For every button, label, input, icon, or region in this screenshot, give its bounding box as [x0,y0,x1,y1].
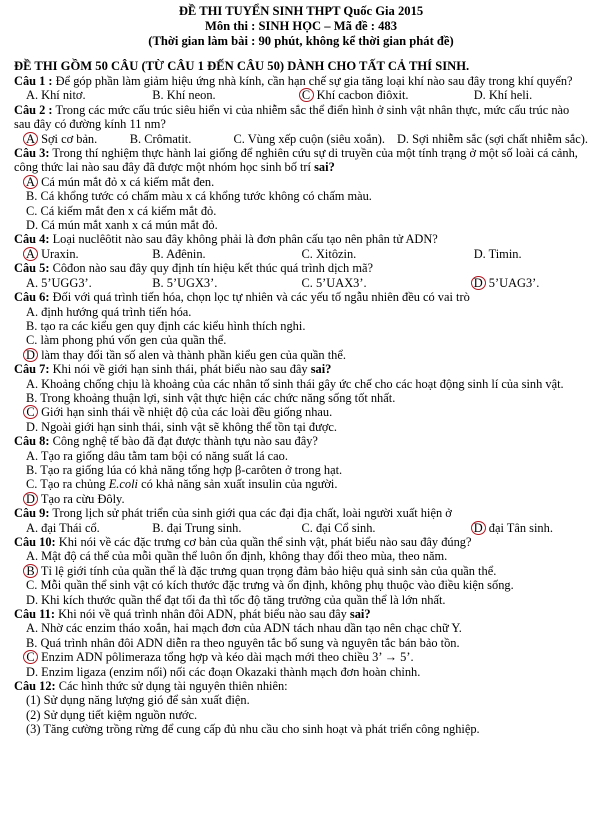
question-number: Câu 6: [14,290,50,305]
question-text [14,290,588,304]
option-text: Tăng cường trồng rừng để cung cấp đủ nhu cầu cho sinh hoạt và phát triển công nghiệp. [43,722,480,737]
answer-option[interactable] [14,449,588,463]
question-list [14,74,588,737]
option-letter: C. [26,578,38,593]
selected-answer-circle: A [23,175,38,189]
question-body: Trong thí nghiệm thực hành lai giống để nghiên cứu sự di truyền của một tính trạng ở một số loài cá cảnh, công thức lai nào sau đây đã được một nhóm học sinh bố trí [14,146,578,175]
option-letter: D. [473,88,486,103]
option-letter: B. [26,318,38,333]
selected-answer-circle: D [471,276,486,290]
answer-options [14,377,588,435]
question-number: Câu 9: [14,506,50,521]
option-letter: A. [26,621,39,636]
option-letter: (1) [26,693,41,708]
question [14,261,588,290]
answer-option[interactable] [14,420,588,434]
question-emphasis: sai? [310,362,332,377]
option-letter: B. [152,275,164,290]
answer-option[interactable] [140,276,289,290]
option-letter: A. [26,448,39,463]
option-text: Khi kích thước quần thể đạt tối đa thì tốc độ tăng trưởng của quần thể là lớn nhất. [41,592,446,607]
option-text: Khí neon. [166,88,216,103]
option-text: Giới hạn sinh thái về nhiệt độ của các loài đều giống nhau. [41,405,333,420]
option-text: Sử dụng tiết kiệm nguồn nước. [43,707,198,722]
option-text: Trong khoảng thuận lợi, sinh vật thực hiện các chức năng sống tốt nhất. [40,390,396,405]
answer-option[interactable] [14,333,588,347]
answer-option[interactable] [290,88,462,102]
question-text [14,535,588,549]
question-body: Khi nói về quá trình nhân đôi ADN, phát biểu nào sau đây [58,607,347,622]
option-text: 5’UGX3’. [166,275,218,290]
answer-option[interactable] [14,578,588,592]
option-text: Uraxin. [41,246,79,261]
option-text: Tạo ra giống lúa có khả năng tổng hợp β-carôten ở trong hạt. [40,462,343,477]
question-number: Câu 1 : [14,74,53,88]
option-text: định hướng quá trình tiến hóa. [41,304,192,319]
question [14,535,588,607]
option-letter: A. [26,376,39,391]
answer-option[interactable] [14,621,588,635]
answer-option[interactable] [14,650,588,664]
option-letter: B. [129,131,142,146]
question-text [14,679,588,693]
exam-title: ĐỀ THI TUYỂN SINH THPT Quốc Gia 2015 [178,4,424,18]
option-letter: C. [301,520,313,535]
question-body: Côđon nào sau đây quy định tín hiệu kết thúc quá trình dịch mã? [52,261,373,276]
question-emphasis: sai? [314,160,335,175]
selected-answer-circle: A [23,132,38,146]
option-letter: C. [301,275,313,290]
option-text: Tạo ra chủng [40,477,106,492]
option-letter: B. [26,462,38,477]
question-body: Khi nói về các đặc trưng cơ bản của quần thể sinh vật, phát biểu nào sau đây đúng? [58,535,472,549]
selected-answer-circle: C [23,405,38,419]
option-letter: D. [473,246,486,261]
option-text: Enzim ligaza (enzim nối) nối các đoạn Okazaki thành mạch đơn hoàn chỉnh. [41,664,421,679]
option-text: Crômatit. [144,131,192,146]
question-number: Câu 12: [14,679,56,694]
option-text: Sử dụng năng lượng gió để sản xuất điện. [43,693,250,708]
option-text-continued: có khả năng sản xuất insulin của người. [141,477,338,492]
question [14,146,588,232]
question [14,506,588,535]
option-text: Tỉ lệ giới tính của quần thể là đặc trưng quan trọng đảm bảo hiệu quả sinh sản của quần thể. [40,563,497,578]
question-text [14,506,588,520]
option-text: 5’UAX3’. [315,275,367,290]
answer-option[interactable] [385,132,588,146]
question-text [14,434,588,448]
question-number: Câu 3: [14,146,50,161]
option-text: tạo ra các kiểu gen quy định các kiểu hình thích nghi. [40,318,306,333]
question [14,607,588,679]
option-text: Nhờ các enzim tháo xoắn, hai mạch đơn của ADN tách nhau dần tạo nên chạc chữ Y. [41,621,462,636]
option-text: làm phong phú vốn gen của quần thể. [40,333,227,348]
option-letter: B. [152,88,164,103]
question-body: Đối với quá trình tiến hóa, chọn lọc tự nhiên và các yếu tố ngẫu nhiên đều có vai trò [52,290,470,305]
answer-option[interactable] [14,708,588,722]
question-body: Khi nói về giới hạn sinh thái, phát biểu nào sau đây [52,362,308,377]
option-text: Sợi cơ bản. [41,131,98,146]
answer-options [14,132,588,146]
option-letter: A. [26,88,39,103]
option-text: Ađênin. [166,246,206,261]
answer-options [14,247,588,261]
question-text [14,232,588,246]
question-body: Trong lịch sử phát triển của sinh giới qua các đại địa chất, loài người xuất hiện ở [52,506,452,521]
answer-option[interactable] [462,521,588,535]
answer-option[interactable] [14,175,588,189]
option-letter: C. [26,333,38,348]
answer-option[interactable] [14,247,140,261]
option-letter: C. [301,246,313,261]
option-letter: C. [233,131,245,146]
answer-options [14,549,588,607]
answer-option[interactable] [221,132,385,146]
option-text: đại Tân sinh. [488,520,553,535]
answer-option[interactable] [14,204,588,218]
question [14,232,588,261]
option-text: Khí cacbon điôxit. [316,88,409,103]
option-letter: A. [26,549,39,564]
exam-duration: (Thời gian làm bài : 90 phút, không kể thời gian phát đề) [148,34,454,48]
option-text: Cá khổng tước có chấm màu x cá khổng tước không có chấm màu. [40,189,372,204]
option-text: Tạo ra cừu Đôly. [40,491,125,506]
answer-option[interactable] [462,276,588,290]
answer-options [14,88,588,102]
exam-intro: ĐỀ THI GỒM 50 CÂU (TỪ CÂU 1 ĐẾN CÂU 50) DÀNH CHO TẤT CẢ THÍ SINH. [14,59,470,73]
option-text: Cá mún mắt đỏ x cá kiếm mắt đen. [41,174,215,189]
option-letter: D. [396,131,410,146]
answer-option[interactable] [290,521,462,535]
option-text: 5’UAG3’. [488,275,540,290]
selected-answer-circle: C [299,88,314,102]
answer-options [14,276,588,290]
question-emphasis: sai? [349,607,371,622]
question-text [14,607,588,621]
answer-option[interactable] [14,492,588,506]
option-letter: D. [26,419,39,434]
question-text [14,362,588,376]
question-text [14,74,588,88]
question [14,679,588,737]
answer-option[interactable] [462,247,588,261]
selected-answer-circle: D [23,348,38,362]
answer-options [14,449,588,507]
option-text: làm thay đổi tần số alen và thành phần kiểu gen của quần thể. [41,347,346,362]
exam-page [14,4,588,737]
question-number: Câu 2 : [14,102,53,117]
answer-option[interactable] [14,305,588,319]
question-number: Câu 4: [14,232,50,247]
option-text: đại Thái cổ. [41,520,100,535]
answer-option[interactable] [14,463,588,477]
option-letter: A. [26,275,39,290]
selected-answer-circle: B [23,564,38,578]
answer-option[interactable] [140,247,289,261]
answer-option[interactable] [290,247,462,261]
option-text: Sợi nhiễm sắc (sợi chất nhiễm sắc). [412,131,588,146]
option-letter: C. [26,477,38,492]
option-text: Khí nitơ. [41,88,86,103]
option-letter: D. [26,218,39,233]
answer-option[interactable] [290,276,462,290]
option-letter: A. [26,520,39,535]
option-letter: B. [152,246,164,261]
option-letter: B. [152,520,164,535]
answer-option[interactable] [14,132,118,146]
question-number: Câu 8: [14,434,50,449]
question [14,362,588,434]
option-text: Cá mún mắt xanh x cá mún mắt đỏ. [41,218,218,233]
answer-option[interactable] [140,88,289,102]
option-text: Mỗi quần thể sinh vật có kích thước đặc trưng và ổn định, không phụ thuộc vào điều kiện sống. [40,578,514,593]
question-number: Câu 10: [14,535,56,549]
answer-option[interactable] [14,521,140,535]
option-letter: B. [26,189,38,204]
answer-option[interactable] [14,218,588,232]
question-text [14,146,588,175]
question-body: Các hình thức sử dụng tài nguyên thiên nhiên: [58,679,288,694]
question-number: Câu 7: [14,362,50,377]
answer-options [14,175,588,233]
question [14,290,588,362]
answer-option[interactable] [14,665,588,679]
answer-option[interactable] [14,276,140,290]
answer-option[interactable] [14,636,588,650]
option-letter: A. [26,304,39,319]
answer-option[interactable] [14,189,588,203]
question-number: Câu 11: [14,607,55,622]
option-text: Tạo ra giống dâu tằm tam bội có năng suất lá cao. [40,448,288,463]
option-text: Khí heli. [488,88,533,103]
answer-option[interactable] [14,722,588,736]
option-text: đại Trung sinh. [166,520,242,535]
option-text: Quá trình nhân đôi ADN diễn ra theo nguyên tắc bổ sung và nguyên tắc bán bảo tồn. [40,635,460,650]
answer-option[interactable] [14,319,588,333]
option-text: Vùng xếp cuộn (siêu xoắn). [247,131,385,146]
option-letter: B. [26,390,38,405]
option-italic-term: E.coli [108,477,138,492]
option-letter: D. [26,664,39,679]
question [14,103,588,146]
question-number: Câu 5: [14,261,50,276]
answer-option[interactable] [14,377,588,391]
answer-option[interactable] [14,549,588,563]
option-text: 5’UGG3’. [41,275,92,290]
option-letter: C. [26,203,38,218]
option-text: Timin. [488,246,522,261]
option-letter: (3) [26,722,41,737]
selected-answer-circle: D [23,492,38,506]
answer-option[interactable] [118,132,222,146]
option-text: đại Cổ sinh. [315,520,376,535]
question-body: Loại nuclêôtit nào sau đây không phải là đơn phân cấu tạo nên phân tử ADN? [52,232,438,247]
option-text: Mật độ cá thể của mỗi quần thể luôn ổn định, không thay đổi theo mùa, theo năm. [41,549,448,564]
question-text [14,103,588,132]
answer-options [14,305,588,363]
option-text: Ngoài giới hạn sinh thái, sinh vật sẽ không thể tồn tại được. [41,419,337,434]
selected-answer-circle: C [23,650,38,664]
question [14,434,588,506]
option-letter: (2) [26,707,41,722]
answer-option[interactable] [14,693,588,707]
answer-option[interactable] [14,391,588,405]
answer-option[interactable] [14,477,588,491]
option-text: Enzim ADN pôlimeraza tổng hợp và kéo dài mạch mới theo chiều 3’ → 5’. [41,650,414,665]
answer-options [14,521,588,535]
answer-option[interactable] [140,521,289,535]
option-text: Xitôzin. [315,246,357,261]
answer-option[interactable] [14,405,588,419]
question-body: Để góp phần làm giảm hiệu ứng nhà kính, cần hạn chế sự gia tăng loại khí nào sau đây trong khí quyển? [55,74,573,88]
answer-options [14,693,588,736]
question-body: Trong các mức cấu trúc siêu hiển vi của nhiễm sắc thể điển hình ở sinh vật nhân thực, mức cấu trúc nào sau đây có đường kính 11 nm? [14,102,570,132]
answer-option[interactable] [14,348,588,362]
answer-option[interactable] [462,88,588,102]
option-text: Khoảng chống chịu là khoảng của các nhân tố sinh thái gây ức chế cho các hoạt động sinh lí của sinh vật. [41,376,564,391]
selected-answer-circle: D [471,521,486,535]
question [14,74,588,103]
answer-option[interactable] [14,564,588,578]
option-letter: D. [26,592,39,607]
selected-answer-circle: A [23,247,38,261]
exam-subject: Môn thi : SINH HỌC – Mã đề : 483 [204,19,398,33]
question-text [14,261,588,275]
answer-options [14,621,588,679]
option-letter: B. [26,635,38,650]
answer-option[interactable] [14,593,588,607]
option-text: Cá kiếm mắt đen x cá kiếm mắt đỏ. [40,203,217,218]
question-body: Công nghệ tế bào đã đạt được thành tựu nào sau đây? [52,434,318,449]
answer-option[interactable] [14,88,140,102]
